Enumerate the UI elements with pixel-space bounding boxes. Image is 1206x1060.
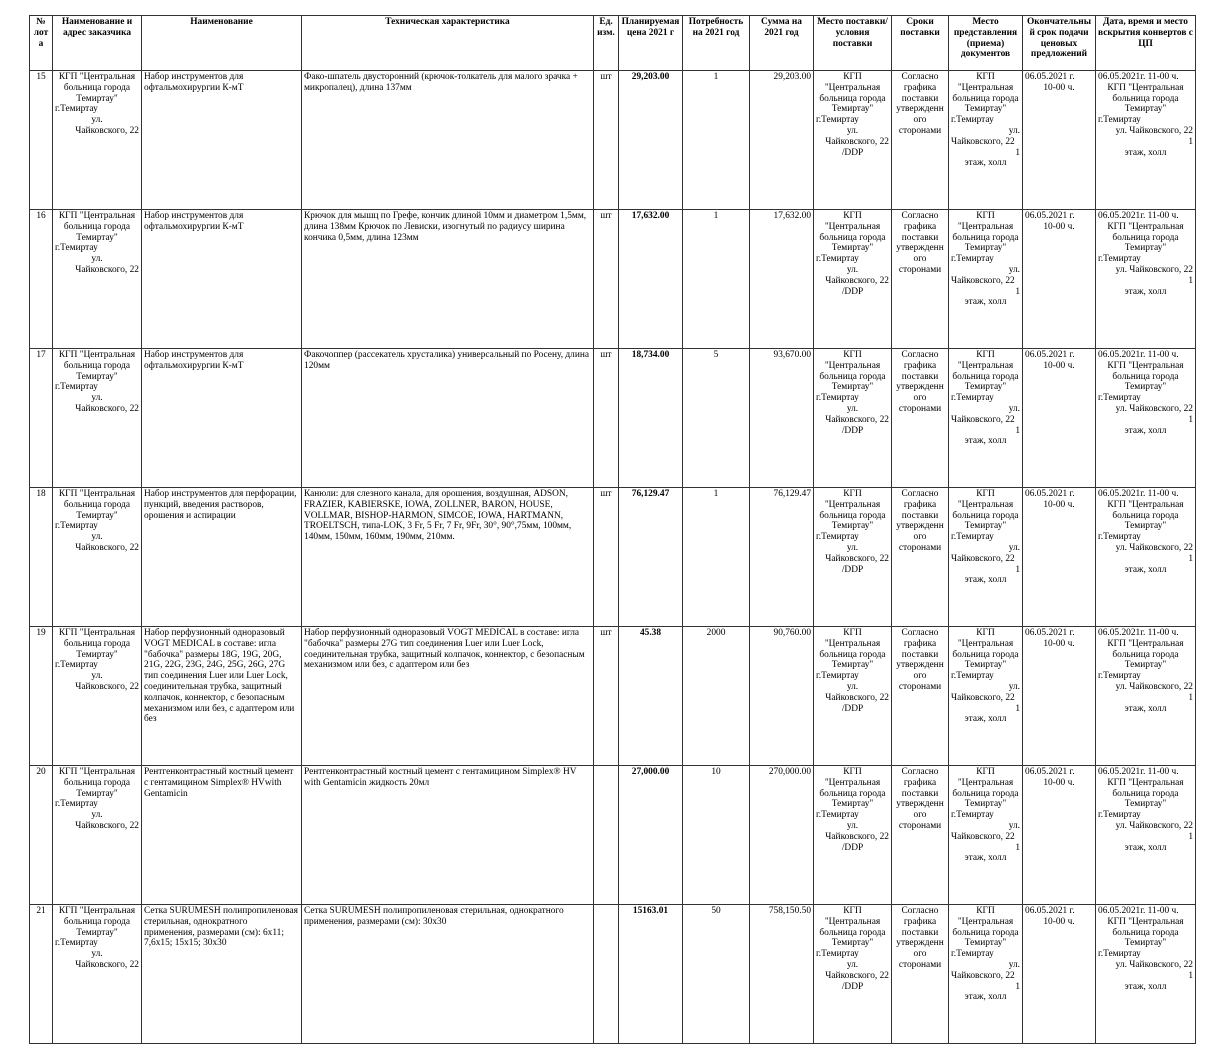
opening-info xyxy=(1096,766,1196,905)
docs-city: г.Темиртау xyxy=(951,254,994,265)
docs-floor: 1 xyxy=(1015,564,1020,575)
delivery-street: Чайковского, 22 xyxy=(825,692,889,703)
lot-number: 17 xyxy=(30,349,53,488)
docs-hall: этаж, холл xyxy=(964,297,1007,308)
item-spec: Рентгенконтрастный костный цемент с гентамицином Simplex® HV with Gentamicin жидкость 20мл xyxy=(302,766,594,905)
opening-street: ул. Чайковского, 22 xyxy=(1115,820,1193,831)
customer-city: г.Темиртау xyxy=(55,521,98,532)
delivery-street-label: ул. xyxy=(846,125,859,136)
delivery-street-label: ул. xyxy=(846,959,859,970)
item-sum: 758,150.50 xyxy=(750,905,814,1044)
customer-city: г.Темиртау xyxy=(55,104,98,115)
lot-number: 21 xyxy=(30,905,53,1044)
deadline xyxy=(1023,488,1096,627)
docs-hall: этаж, холл xyxy=(964,853,1007,864)
deadline-time: 10-00 ч. xyxy=(1043,221,1075,232)
opening-place: КГП "Центральная больница города Темиртау" xyxy=(1107,638,1184,671)
customer-street-label: ул. xyxy=(91,254,103,265)
header-terms: Сроки поставки xyxy=(892,16,949,71)
deadline-time: 10-00 ч. xyxy=(1043,777,1075,788)
item-price: 76,129.47 xyxy=(619,488,683,627)
docs-floor: 1 xyxy=(1015,981,1020,992)
item-qty: 2000 xyxy=(683,627,750,766)
opening-floor: 1 xyxy=(1188,414,1193,425)
docs-name: КГП "Центральная больница города Темиртау" xyxy=(952,350,1019,393)
delivery-terms: Согласно графика поставки утвержденного сторонами xyxy=(892,488,949,627)
customer-address xyxy=(53,627,142,766)
header-docs-place: Место представления (приема) документов xyxy=(949,16,1023,71)
header-spec: Техническая характеристика xyxy=(302,16,594,71)
docs-street-label: ул. xyxy=(1008,125,1020,136)
opening-info xyxy=(1096,71,1196,210)
docs-street-label: ул. xyxy=(1008,403,1020,414)
opening-info xyxy=(1096,627,1196,766)
docs-street-label: ул. xyxy=(1008,959,1020,970)
delivery-name: КГП "Центральная больница города Темиртау" xyxy=(819,211,886,254)
lot-number: 18 xyxy=(30,488,53,627)
deadline-date: 06.05.2021 г. xyxy=(1025,489,1075,499)
docs-name: КГП "Центральная больница города Темиртау" xyxy=(952,628,1019,671)
header-qty: Потребность на 2021 год xyxy=(683,16,750,71)
item-sum: 270,000.00 xyxy=(750,766,814,905)
customer-street-label: ул. xyxy=(91,393,103,404)
customer-address xyxy=(53,210,142,349)
customer-city: г.Темиртау xyxy=(55,382,98,393)
procurement-table xyxy=(29,15,1196,1044)
deadline-date: 06.05.2021 г. xyxy=(1025,211,1075,221)
opening-datetime: 06.05.2021г. 11-00 ч. xyxy=(1098,767,1179,777)
opening-place: КГП "Центральная больница города Темиртау" xyxy=(1107,360,1184,393)
delivery-street: Чайковского, 22 xyxy=(825,831,889,842)
delivery-place xyxy=(814,210,892,349)
delivery-city: г.Темиртау xyxy=(816,115,859,126)
customer-city: г.Темиртау xyxy=(55,243,98,254)
customer-street: Чайковского, 22 xyxy=(75,264,139,275)
docs-floor: 1 xyxy=(1015,842,1020,853)
opening-place: КГП "Центральная больница города Темиртау" xyxy=(1107,499,1184,532)
opening-place: КГП "Центральная больница города Темиртау" xyxy=(1107,777,1184,810)
docs-floor: 1 xyxy=(1015,147,1020,158)
docs-street: Чайковского, 22 xyxy=(951,136,1015,147)
opening-datetime: 06.05.2021г. 11-00 ч. xyxy=(1098,489,1179,499)
opening-hall: этаж, холл xyxy=(1124,703,1167,714)
opening-floor: 1 xyxy=(1188,692,1193,703)
item-name: Рентгенконтрастный костный цемент с гентамицином Simplex® HVwith Gentamicin xyxy=(142,766,302,905)
opening-place: КГП "Центральная больница города Темиртау" xyxy=(1107,82,1184,115)
header-opening: Дата, время и место вскрытия конвертов с ЦП xyxy=(1096,16,1196,71)
delivery-name: КГП "Центральная больница города Темиртау" xyxy=(819,489,886,532)
item-name: Набор инструментов для офтальмохирургии К-мТ xyxy=(142,71,302,210)
opening-datetime: 06.05.2021г. 11-00 ч. xyxy=(1098,72,1179,82)
table-row xyxy=(30,349,1196,488)
item-name: Набор инструментов для офтальмохирургии К-мТ xyxy=(142,349,302,488)
delivery-terms: Согласно графика поставки утвержденного сторонами xyxy=(892,349,949,488)
customer-street-label: ул. xyxy=(91,532,103,543)
opening-city: г.Темиртау xyxy=(1098,532,1141,543)
docs-street: Чайковского, 22 xyxy=(951,553,1015,564)
item-name: Сетка SURUMESH полипропиленовая стерильная, однократного применения, размерами (см): 6x11; 7,6x15; 15x15; 30x30 xyxy=(142,905,302,1044)
item-sum: 29,203.00 xyxy=(750,71,814,210)
item-qty: 10 xyxy=(683,766,750,905)
opening-city: г.Темиртау xyxy=(1098,393,1141,404)
customer-address xyxy=(53,349,142,488)
item-price: 27,000.00 xyxy=(619,766,683,905)
header-name: Наименование xyxy=(142,16,302,71)
deadline xyxy=(1023,905,1096,1044)
delivery-city: г.Темиртау xyxy=(816,810,859,821)
header-unit: Ед. изм. xyxy=(594,16,619,71)
docs-place xyxy=(949,627,1023,766)
docs-place xyxy=(949,905,1023,1044)
table-row xyxy=(30,488,1196,627)
deadline-time: 10-00 ч. xyxy=(1043,360,1075,371)
docs-place xyxy=(949,488,1023,627)
opening-hall: этаж, холл xyxy=(1124,564,1167,575)
customer-street: Чайковского, 22 xyxy=(75,125,139,136)
opening-street: ул. Чайковского, 22 xyxy=(1115,959,1193,970)
docs-floor: 1 xyxy=(1015,425,1020,436)
opening-floor: 1 xyxy=(1188,553,1193,564)
docs-hall: этаж, холл xyxy=(964,436,1007,447)
opening-city: г.Темиртау xyxy=(1098,254,1141,265)
opening-city: г.Темиртау xyxy=(1098,671,1141,682)
deadline xyxy=(1023,210,1096,349)
customer-street: Чайковского, 22 xyxy=(75,542,139,553)
table-row xyxy=(30,766,1196,905)
docs-street-label: ул. xyxy=(1008,264,1020,275)
item-sum: 90,760.00 xyxy=(750,627,814,766)
header-delivery: Место поставки/условия поставки xyxy=(814,16,892,71)
opening-datetime: 06.05.2021г. 11-00 ч. xyxy=(1098,211,1179,221)
item-unit: шт xyxy=(594,627,619,766)
header-sum: Сумма на 2021 год xyxy=(750,16,814,71)
opening-place: КГП "Центральная больница города Темиртау" xyxy=(1107,916,1184,949)
docs-city: г.Темиртау xyxy=(951,810,994,821)
docs-city: г.Темиртау xyxy=(951,949,994,960)
opening-floor: 1 xyxy=(1188,831,1193,842)
docs-street: Чайковского, 22 xyxy=(951,414,1015,425)
docs-hall: этаж, холл xyxy=(964,714,1007,725)
item-price: 18,734.00 xyxy=(619,349,683,488)
delivery-name: КГП "Центральная больница города Темиртау" xyxy=(819,628,886,671)
customer-city: г.Темиртау xyxy=(55,938,98,949)
lot-number: 16 xyxy=(30,210,53,349)
docs-place xyxy=(949,71,1023,210)
deadline-date: 06.05.2021 г. xyxy=(1025,350,1075,360)
docs-street: Чайковского, 22 xyxy=(951,275,1015,286)
customer-city: г.Темиртау xyxy=(55,799,98,810)
opening-street: ул. Чайковского, 22 xyxy=(1115,403,1193,414)
item-spec: Сетка SURUMESH полипропиленовая стерильная, однократного применения, размерами (см): 30x30 xyxy=(302,905,594,1044)
header-price: Планируемая цена 2021 г xyxy=(619,16,683,71)
delivery-street: Чайковского, 22 xyxy=(825,275,889,286)
item-unit: шт xyxy=(594,71,619,210)
docs-street-label: ул. xyxy=(1008,542,1020,553)
deadline-date: 06.05.2021 г. xyxy=(1025,767,1075,777)
docs-floor: 1 xyxy=(1015,703,1020,714)
opening-info xyxy=(1096,488,1196,627)
item-unit xyxy=(594,905,619,1044)
item-unit: шт xyxy=(594,349,619,488)
lot-number: 15 xyxy=(30,71,53,210)
deadline-time: 10-00 ч. xyxy=(1043,916,1075,927)
customer-name: КГП "Центральная больница города Темиртау" xyxy=(58,767,136,799)
docs-street: Чайковского, 22 xyxy=(951,970,1015,981)
delivery-terms: Согласно графика поставки утвержденного сторонами xyxy=(892,905,949,1044)
item-price: 29,203.00 xyxy=(619,71,683,210)
docs-city: г.Темиртау xyxy=(951,115,994,126)
delivery-city: г.Темиртау xyxy=(816,532,859,543)
deadline-time: 10-00 ч. xyxy=(1043,499,1075,510)
customer-name: КГП "Центральная больница города Темиртау" xyxy=(58,906,136,938)
deadline xyxy=(1023,766,1096,905)
docs-street: Чайковского, 22 xyxy=(951,692,1015,703)
table-row xyxy=(30,905,1196,1044)
deadline-time: 10-00 ч. xyxy=(1043,82,1075,93)
opening-street: ул. Чайковского, 22 xyxy=(1115,542,1193,553)
opening-datetime: 06.05.2021г. 11-00 ч. xyxy=(1098,350,1179,360)
delivery-street: Чайковского, 22 xyxy=(825,414,889,425)
delivery-city: г.Темиртау xyxy=(816,949,859,960)
docs-street: Чайковского, 22 xyxy=(951,831,1015,842)
opening-hall: этаж, холл xyxy=(1124,842,1167,853)
delivery-terms-code: /DDP xyxy=(841,842,864,853)
customer-street: Чайковского, 22 xyxy=(75,681,139,692)
item-price: 17,632.00 xyxy=(619,210,683,349)
item-unit xyxy=(594,766,619,905)
item-sum: 17,632.00 xyxy=(750,210,814,349)
opening-city: г.Темиртау xyxy=(1098,949,1141,960)
item-spec: Факочоппер (рассекатель хрусталика) универсальный по Росену, длина 120мм xyxy=(302,349,594,488)
delivery-terms-code: /DDP xyxy=(841,286,864,297)
item-name: Набор перфузионный одноразовый VOGT MEDICAL в составе: игла "бабочка" размеры 18G, 19G, 20G, 21G, 22G, 23G, 24G, 25G, 26G, 27G тип соединения Luer или Luer Lock, соединительная трубка, защитный колпачок, коннектор, с безопасным механизмом или без, с адаптером или без xyxy=(142,627,302,766)
customer-name: КГП "Центральная больница города Темиртау" xyxy=(58,350,136,382)
table-row xyxy=(30,210,1196,349)
delivery-city: г.Темиртау xyxy=(816,671,859,682)
opening-datetime: 06.05.2021г. 11-00 ч. xyxy=(1098,906,1179,916)
opening-city: г.Темиртау xyxy=(1098,115,1141,126)
opening-street: ул. Чайковского, 22 xyxy=(1115,125,1193,136)
item-unit: шт xyxy=(594,210,619,349)
opening-hall: этаж, холл xyxy=(1124,425,1167,436)
customer-city: г.Темиртау xyxy=(55,660,98,671)
item-spec: Фако-шпатель двусторонний (крючок-толкатель для малого зрачка + микропалец), длина 137мм xyxy=(302,71,594,210)
deadline xyxy=(1023,627,1096,766)
deadline-time: 10-00 ч. xyxy=(1043,638,1075,649)
customer-street: Чайковского, 22 xyxy=(75,820,139,831)
item-price: 45.38 xyxy=(619,627,683,766)
deadline-date: 06.05.2021 г. xyxy=(1025,906,1075,916)
opening-place: КГП "Центральная больница города Темиртау" xyxy=(1107,221,1184,254)
delivery-street: Чайковского, 22 xyxy=(825,970,889,981)
delivery-place xyxy=(814,766,892,905)
item-name: Набор инструментов для перфорации, пункций, введения растворов, орошения и аспирации xyxy=(142,488,302,627)
customer-address xyxy=(53,905,142,1044)
docs-name: КГП "Центральная больница города Темиртау" xyxy=(952,211,1019,254)
deadline-date: 06.05.2021 г. xyxy=(1025,72,1075,82)
customer-address xyxy=(53,488,142,627)
delivery-terms: Согласно графика поставки утвержденного сторонами xyxy=(892,627,949,766)
delivery-terms-code: /DDP xyxy=(841,703,864,714)
delivery-street-label: ул. xyxy=(846,820,859,831)
docs-name: КГП "Центральная больница города Темиртау" xyxy=(952,72,1019,115)
delivery-terms-code: /DDP xyxy=(841,147,864,158)
opening-street: ул. Чайковского, 22 xyxy=(1115,681,1193,692)
docs-hall: этаж, холл xyxy=(964,158,1007,169)
opening-hall: этаж, холл xyxy=(1124,147,1167,158)
docs-street-label: ул. xyxy=(1008,681,1020,692)
item-name: Набор инструментов для офтальмохирургии К-мТ xyxy=(142,210,302,349)
docs-city: г.Темиртау xyxy=(951,532,994,543)
item-qty: 1 xyxy=(683,210,750,349)
deadline-date: 06.05.2021 г. xyxy=(1025,628,1075,638)
header-customer: Наименование и адрес заказчика xyxy=(53,16,142,71)
customer-street-label: ул. xyxy=(91,115,103,126)
header-lot: № лота xyxy=(30,16,53,71)
docs-place xyxy=(949,210,1023,349)
opening-info xyxy=(1096,210,1196,349)
lot-number: 19 xyxy=(30,627,53,766)
customer-name: КГП "Центральная больница города Темиртау" xyxy=(58,628,136,660)
delivery-place xyxy=(814,488,892,627)
delivery-place xyxy=(814,905,892,1044)
docs-name: КГП "Центральная больница города Темиртау" xyxy=(952,767,1019,810)
table-body xyxy=(30,71,1196,1044)
delivery-street-label: ул. xyxy=(846,542,859,553)
opening-floor: 1 xyxy=(1188,136,1193,147)
opening-datetime: 06.05.2021г. 11-00 ч. xyxy=(1098,628,1179,638)
docs-city: г.Темиртау xyxy=(951,393,994,404)
delivery-city: г.Темиртау xyxy=(816,393,859,404)
customer-street-label: ул. xyxy=(91,810,103,821)
delivery-terms: Согласно графика поставки утвержденного сторонами xyxy=(892,210,949,349)
item-sum: 93,670.00 xyxy=(750,349,814,488)
customer-name: КГП "Центральная больница города Темиртау" xyxy=(58,211,136,243)
item-price: 15163.01 xyxy=(619,905,683,1044)
docs-name: КГП "Центральная больница города Темиртау" xyxy=(952,489,1019,532)
opening-info xyxy=(1096,349,1196,488)
customer-street: Чайковского, 22 xyxy=(75,959,139,970)
delivery-place xyxy=(814,71,892,210)
delivery-name: КГП "Центральная больница города Темиртау" xyxy=(819,767,886,810)
header-row xyxy=(30,16,1196,71)
opening-info xyxy=(1096,905,1196,1044)
opening-street: ул. Чайковского, 22 xyxy=(1115,264,1193,275)
delivery-city: г.Темиртау xyxy=(816,254,859,265)
delivery-terms-code: /DDP xyxy=(841,425,864,436)
delivery-street-label: ул. xyxy=(846,681,859,692)
delivery-terms: Согласно графика поставки утвержденного сторонами xyxy=(892,766,949,905)
delivery-street-label: ул. xyxy=(846,264,859,275)
delivery-street: Чайковского, 22 xyxy=(825,553,889,564)
docs-place xyxy=(949,349,1023,488)
docs-city: г.Темиртау xyxy=(951,671,994,682)
opening-floor: 1 xyxy=(1188,275,1193,286)
delivery-terms-code: /DDP xyxy=(841,981,864,992)
delivery-name: КГП "Центральная больница города Темиртау" xyxy=(819,350,886,393)
customer-address xyxy=(53,766,142,905)
docs-street-label: ул. xyxy=(1008,820,1020,831)
opening-city: г.Темиртау xyxy=(1098,810,1141,821)
customer-name: КГП "Центральная больница города Темиртау" xyxy=(58,72,136,104)
delivery-street-label: ул. xyxy=(846,403,859,414)
delivery-terms: Согласно графика поставки утвержденного сторонами xyxy=(892,71,949,210)
table-row xyxy=(30,627,1196,766)
item-spec: Крючок для мышц по Грефе, кончик длиной 10мм и диаметром 1,5мм, длина 138мм Крючок по Левиски, изогнутый по радиусу ширина кончика 0,5мм, длина 123мм xyxy=(302,210,594,349)
docs-place xyxy=(949,766,1023,905)
docs-hall: этаж, холл xyxy=(964,575,1007,586)
deadline xyxy=(1023,349,1096,488)
docs-floor: 1 xyxy=(1015,286,1020,297)
opening-hall: этаж, холл xyxy=(1124,981,1167,992)
opening-hall: этаж, холл xyxy=(1124,286,1167,297)
delivery-place xyxy=(814,627,892,766)
delivery-name: КГП "Центральная больница города Темиртау" xyxy=(819,906,886,949)
item-spec: Набор перфузионный одноразовый VOGT MEDICAL в составе: игла "бабочка" размеры 27G тип соединения Luer или Luer Lock, соединительная трубка, защитный колпачок, коннектор, с безопасным механизмом или без, с адаптером или без xyxy=(302,627,594,766)
item-qty: 50 xyxy=(683,905,750,1044)
opening-floor: 1 xyxy=(1188,970,1193,981)
customer-address xyxy=(53,71,142,210)
item-qty: 1 xyxy=(683,71,750,210)
customer-street: Чайковского, 22 xyxy=(75,403,139,414)
customer-name: КГП "Центральная больница города Темиртау" xyxy=(58,489,136,521)
item-spec: Канюли: для слезного канала, для орошения, воздушная, ADSON, FRAZIER, KABIERSKE, IOWA, ZOLLNER, BARON, HOUSE, VOLLMAR, BISHOP-HARMON, SIMCOE, IOWA, HARTMANN, TROELTSCH, типа-LOK, 3 Fr, 5 Fr, 7 Fr, 9Fr, 30°, 90°,75мм, 100мм, 140мм, 150мм, 160мм, 190мм, 210мм. xyxy=(302,488,594,627)
item-qty: 1 xyxy=(683,488,750,627)
item-unit: шт xyxy=(594,488,619,627)
customer-street-label: ул. xyxy=(91,949,103,960)
docs-name: КГП "Центральная больница города Темиртау" xyxy=(952,906,1019,949)
header-deadline: Окончательный срок подачи ценовых предложений xyxy=(1023,16,1096,71)
deadline xyxy=(1023,71,1096,210)
customer-street-label: ул. xyxy=(91,671,103,682)
item-qty: 5 xyxy=(683,349,750,488)
delivery-place xyxy=(814,349,892,488)
delivery-terms-code: /DDP xyxy=(841,564,864,575)
docs-hall: этаж, холл xyxy=(964,992,1007,1003)
delivery-name: КГП "Центральная больница города Темиртау" xyxy=(819,72,886,115)
delivery-street: Чайковского, 22 xyxy=(825,136,889,147)
item-sum: 76,129.47 xyxy=(750,488,814,627)
lot-number: 20 xyxy=(30,766,53,905)
table-row xyxy=(30,71,1196,210)
